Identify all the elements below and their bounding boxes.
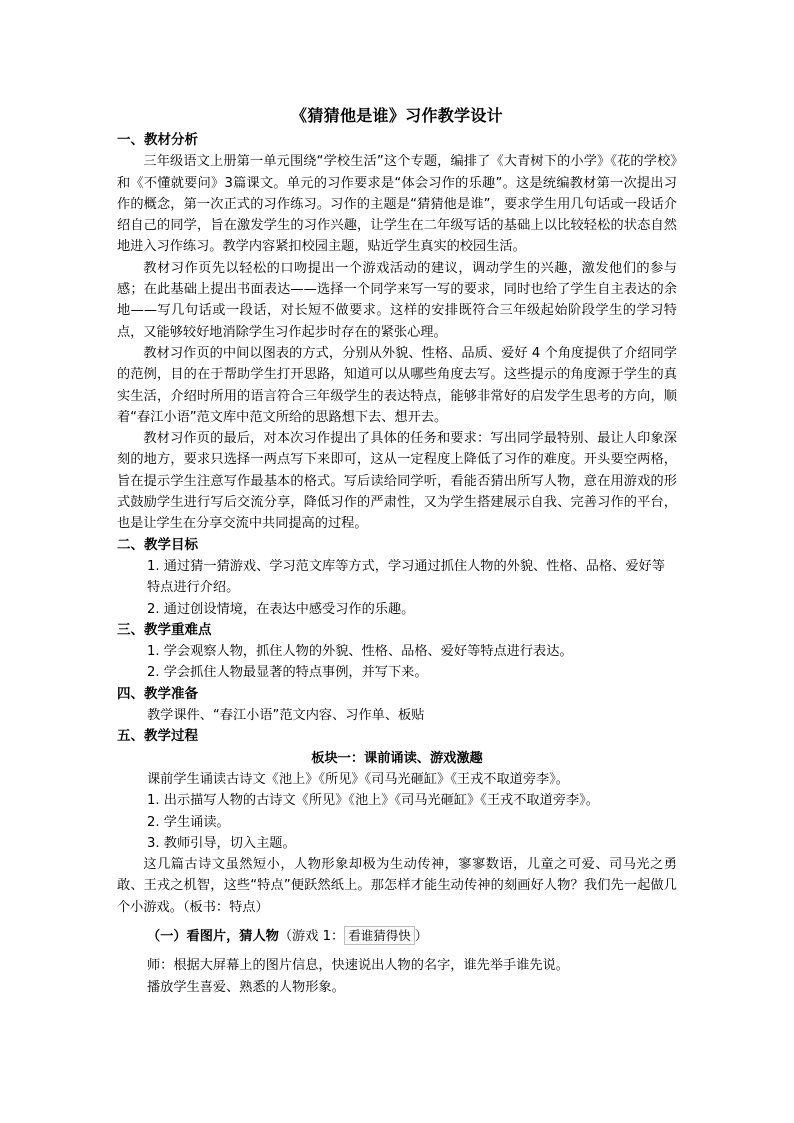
subsection-label: （一）看图片，猜人物 (147, 928, 279, 944)
paragraph: 教材习作页的中间以图表的方式，分别从外貌、性格、品质、爱好 4 个角度提供了介绍同学的范例，目的在于帮助学生打开思路，知道可以从哪些角度去写。这些提示的角度源于学生的真实生活，介绍时所用的语言符合三年级学生的表达特点，能够非常好的启发学生思考的方向，顺着“春江小语”范文库中范文所给的思路想下去、想开去。 (117, 345, 677, 425)
section-heading-2: 二、教学目标 (117, 536, 198, 553)
paragraph: 课前学生诵读古诗文《池上》《所见》《司马光砸缸》《王戎不取道旁李》。 (147, 771, 569, 787)
list-item: 2. 学会抓住人物最显著的特点事例，并写下来。 (147, 665, 428, 681)
list-item: 2. 学生诵读。 (147, 814, 230, 830)
subsection-heading (117, 926, 677, 947)
game-name-box: 看谁猜得快 (344, 926, 415, 945)
document-page (117, 104, 677, 998)
list-item: 1. 通过猜一猜游戏、学习范文库等方式，学习通过抓住人物的外貌、性格、品格、爱好等 (147, 558, 665, 574)
paragraph: 教材习作页先以轻松的口吻提出一个游戏活动的建议，调动学生的兴趣，激发他们的参与感；在此基础上提出书面表达——选择一个同学来写一写的要求，同时也给了学生自主表达的余地——写几句话或一段话，对长短不做要求。这样的安排既符合三年级起始阶段学生的学习特点，又能够较好地消除学生习作起步时存在的紧张心理。 (117, 260, 677, 340)
list-item: 2. 通过创设情境，在表达中感受习作的乐趣。 (147, 601, 415, 617)
spacer (117, 947, 677, 955)
section-heading-4: 四、教学准备 (117, 685, 198, 702)
list-item: 3. 教师引导，切入主题。 (147, 835, 296, 851)
list-item: 1. 出示描写人物的古诗文《所见》《池上》《司马光砸缸》《王戎不取道旁李》。 (147, 793, 599, 809)
paragraph: 教材习作页的最后，对本次习作提出了具体的任务和要求：写出同学最特别、最让人印象深刻的地方，要求只选择一两点写下来即可，这从一定程度上降低了习作的难度。开头要空两格，旨在提示学生注意写作最基本的格式。写后读给同学听，看能否猜出所写人物，意在用游戏的形式鼓励学生进行写后交流分享，降低习作的严肃性，又为学生搭建展示自我、完善习作的平台，也是让学生在分享交流中共同提高的过程。 (117, 431, 677, 532)
paragraph: 教学课件、“春江小语”范文内容、习作单、板贴 (147, 708, 425, 724)
game-label-close: ） (414, 928, 428, 944)
game-label: （游戏 1： (278, 928, 345, 944)
section-heading-3: 三、教学重难点 (117, 621, 212, 638)
paragraph: 三年级语文上册第一单元围绕“学校生活”这个专题，编排了《大青树下的小学》《花的学校》和《不懂就要问》3篇课文。单元的习作要求是“体会习作的乐趣”。这是统编教材第一次提出习作的概念，第一次正式的习作练习。习作的主题是“猜猜他是谁”，要求学生用几句话或一段话介绍自己的同学，旨在激发学生的习作兴趣，让学生在二年级写话的基础上以比较轻松的状态自然地进入习作练习。教学内容紧扣校园主题，贴近学生真实的校园生活。 (117, 154, 677, 255)
spacer (117, 918, 677, 926)
paragraph: 这几篇古诗文虽然短小，人物形象却极为生动传神，寥寥数语，儿童之可爱、司马光之勇敢、王戎之机智，这些“特点”便跃然纸上。那怎样才能生动传神的刻画好人物？我们先一起做几个小游戏。（板书：特点） (117, 857, 677, 915)
list-item: 1. 学会观察人物，抓住人物的外貌、性格、品格、爱好等特点进行表达。 (147, 644, 573, 660)
document-title: 《猜猜他是谁》习作教学设计 (291, 106, 503, 125)
list-item-continuation: 特点进行介绍。 (147, 580, 240, 596)
block-title: 板块一：课前诵读、游戏激趣 (311, 750, 483, 766)
paragraph: 师：根据大屏幕上的图片信息，快速说出人物的名字，谁先举手谁先说。 (147, 958, 569, 974)
section-heading-5: 五、教学过程 (117, 728, 198, 745)
section-heading-1: 一、教材分析 (117, 132, 198, 148)
paragraph: 播放学生喜爱、熟悉的人物形象。 (147, 979, 345, 995)
